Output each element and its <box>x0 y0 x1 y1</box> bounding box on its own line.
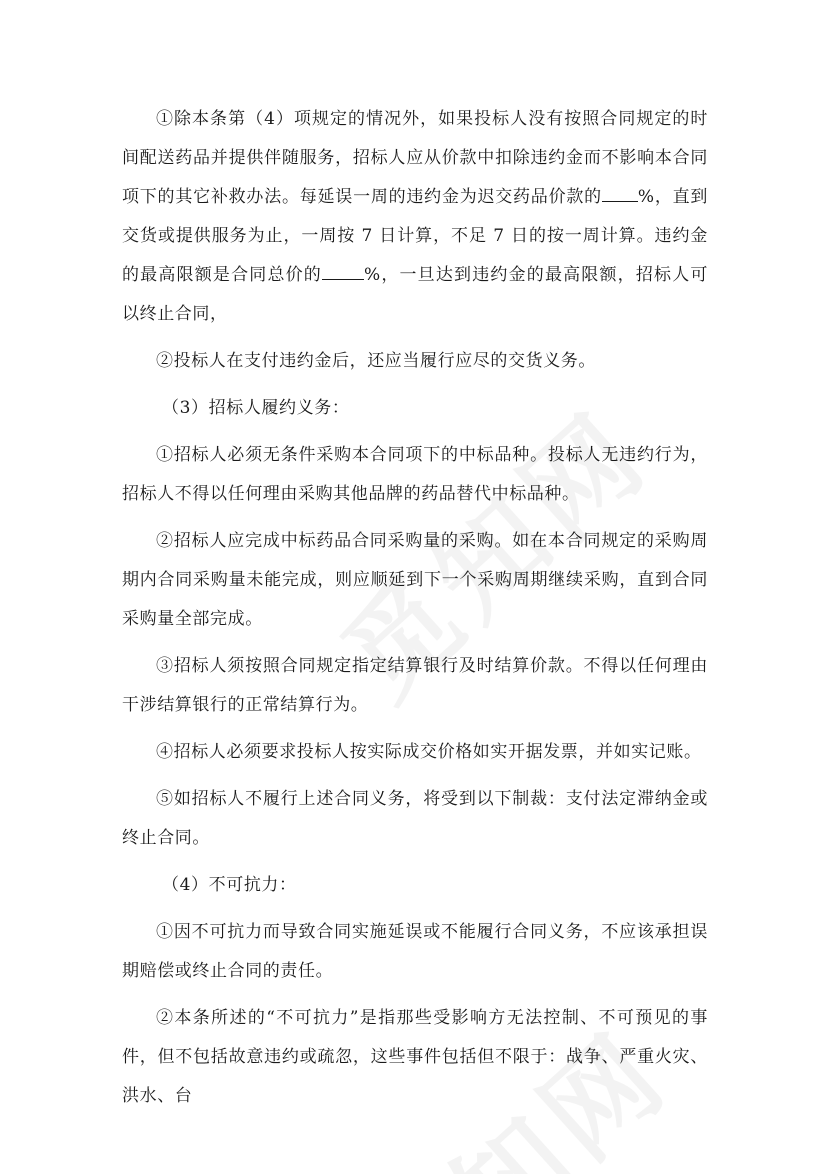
paragraph-text: %，一旦达到违约金的最高限额，招标人可以终止合同， <box>122 265 708 324</box>
section-heading-tenderer-obligations: （3）招标人履约义务： <box>162 398 350 418</box>
fill-in-blank-max-rate <box>322 261 364 280</box>
document-body <box>122 100 708 1124</box>
paragraph-text: ①除本条第（4）项规定的情况外，如果投标人没有按照合同规定的时间配送药品并提供伴随服务，招标人应从价款中扣除违约金而不影响本合同项下的其它补救办法。每延误一周的违约金为迟交药品价款的 <box>122 109 708 207</box>
paragraph-sanctions: ⑤如招标人不履行上述合同义务，将受到以下制裁：支付法定滞纳金或终止合同。 <box>122 789 708 848</box>
paragraph-purchase-volume: ②招标人应完成中标药品合同采购量的采购。如在本合同规定的采购周期内合同采购量未能完成，则应顺延到下一个采购周期继续采购，直到合同采购量全部完成。 <box>122 531 708 629</box>
paragraph-settlement-bank: ③招标人须按照合同规定指定结算银行及时结算价款。不得以任何理由干涉结算银行的正常结算行为。 <box>122 656 708 715</box>
section-heading-force-majeure: （4）不可抗力： <box>162 875 297 895</box>
paragraph-invoice: ④招标人必须要求投标人按实际成交价格如实开据发票，并如实记账。 <box>156 742 702 762</box>
paragraph-force-majeure-liability: ①因不可抗力而导致合同实施延误或不能履行合同义务，不应该承担误期赔偿或终止合同的责任。 <box>122 922 708 981</box>
paragraph-delivery-obligation: ②投标人在支付违约金后，还应当履行应尽的交货义务。 <box>156 351 596 371</box>
paragraph-unconditional-purchase: ①招标人必须无条件采购本合同项下的中标品种。投标人无违约行为，招标人不得以任何理由采购其他品牌的药品替代中标品种。 <box>122 445 708 504</box>
paragraph-text: %，直到交货或提供服务为止，一周按 7 日计算，不足 7 日的按一周计算。违约金的最高限额是合同总价的 <box>122 187 708 285</box>
paragraph-penalty-delay <box>122 100 708 334</box>
fill-in-blank-weekly-rate <box>602 183 638 202</box>
paragraph-force-majeure-definition: ②本条所述的“不可抗力”是指那些受影响方无法控制、不可预见的事件，但不包括故意违约或疏忽，这些事件包括但不限于：战争、严重火灾、洪水、台 <box>122 1008 708 1106</box>
